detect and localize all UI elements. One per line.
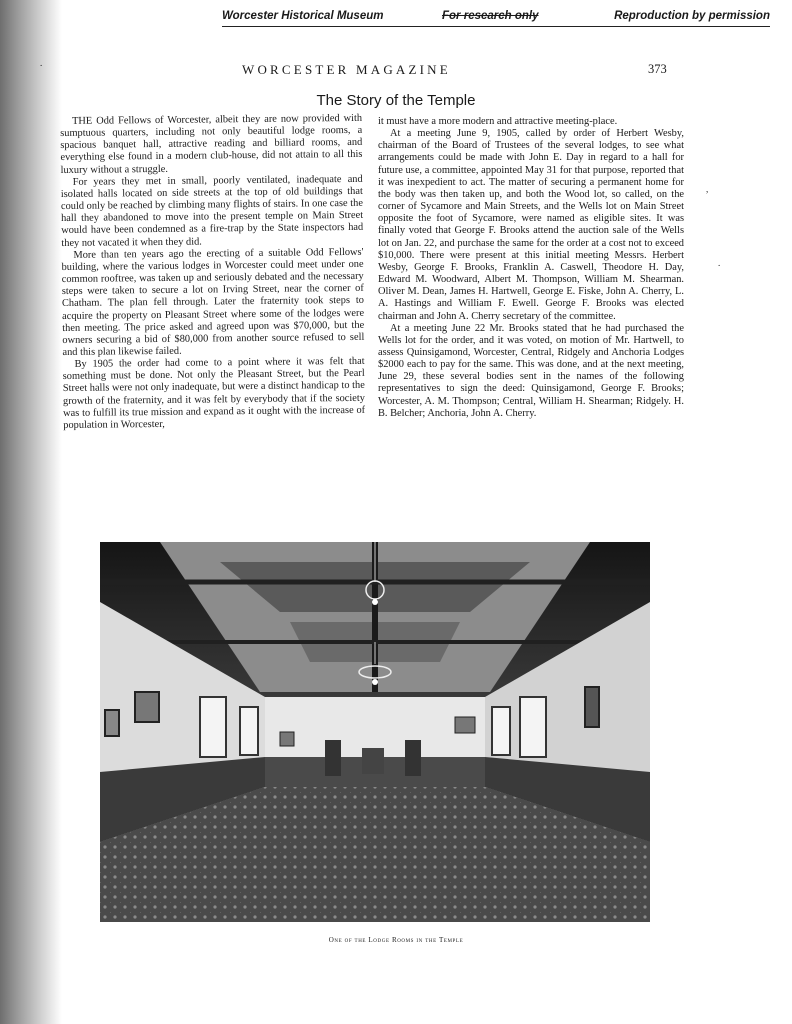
paragraph: At a meeting June 22 Mr. Brooks stated that he had purchased the Wells lot for the order, and it was voted, on motion of Mr. Hartwell, to assess Quinsigamond, Worcester, Central, Ridgely and Anchoria Lodges $2000 each to pay for the same. This was done, and at the next meeting, June 29, these several bodies sent in the names of the following representatives to sign the deed: Quinsigamond, George F. Brooks; Worcester, A. M. Thompson; Central, William H. Shearman; Ridgely. H. B. Belcher; Anchoria, John A. Cherry. <box>378 322 684 419</box>
photo-caption: One of the Lodge Rooms in the Temple <box>328 936 464 944</box>
magazine-masthead: WORCESTER MAGAZINE <box>242 62 451 77</box>
page-number: 373 <box>648 62 667 76</box>
right-column <box>378 116 684 420</box>
paragraph: By 1905 the order had come to a point where it was felt that something must be done. Not only the Pleasant Street, but the Pearl Street halls were not only inadequate, but were a distinct handicap to the growth of the fraternity, and it was felt by everybody that if the society was to fulfill its true mission and expand as it ought with the increase of population in Worcester, <box>62 355 366 431</box>
paragraph: More than ten years ago the erecting of a suitable Odd Fellows' building, where the various lodges in Worcester could meet under one common rooftree, was taken up and seriously debated and the necessary steps were taken to secure a lot on Irving Street, near the corner of Chatham. The plan fell through. Later the fraternity took steps to acquire the property on Pleasant Street where some of the lodges were then meeting. The price asked and agreed upon was $70,000, but the owners securing a bid of $80,000 from another source refused to sell and this plan likewise failed. <box>61 246 365 358</box>
paragraph: At a meeting June 9, 1905, called by order of Herbert Wesby, chairman of the Board of Trustees of the several lodges, to see what arrangements could be made with John E. Day in regard to a hall for future use, a committee, appointed May 31 for that purpose, reported that it was inexpedient to act. The matter of securing a permanent home for the body was then taken up, and both the Wood lot, so called, on the corner of Sycamore and Main Streets, and the Wells lot on Main Street opposite the foot of Sycamore, were named as eligible sites. It was finally voted that George F. Brooks attend the auction sale of the Wells lot on Jan. 22, and purchase the same for the order at a cost not to exceed $10,000. There were present at this initial meeting Messrs. Herbert Wesby, George F. Brooks, Franklin A. Caswell, Theodore H. Day, Edward M. Woodward, Albert M. Thompson, William M. Shearman. Oliver M. Dean, James H. Hartwell, George E. Fiske, John A. Cherry, L. A. Hastings and William F. Ewell. George F. Brooks was elected chairman and John A. Cherry secretary of the committee. <box>378 128 684 322</box>
banner-museum: Worcester Historical Museum <box>222 10 384 22</box>
stray-mark: . <box>718 258 721 268</box>
stray-mark: , <box>706 184 709 194</box>
paragraph: THE Odd Fellows of Worcester, albeit they are now provided with sumptuous quarters, including not only beautiful lodge rooms, a spacious banquet hall, attractive reading and billiard rooms, and everything else found in a modern club-house, did not attain to all this luxury without a struggle. <box>60 112 363 176</box>
lodge-room-illustration <box>100 542 650 922</box>
lodge-room-photo <box>100 542 650 922</box>
left-column <box>60 113 365 432</box>
banner-research: For research only <box>442 10 539 22</box>
paragraph: For years they met in small, poorly ventilated, inadequate and isolated halls located on side streets at the top of old buildings that could only be reached by climbing many flights of stairs. In one case the hall they abandoned to move into the present temple on Main Street would have been condemned as a fire-trap by the State inspectors had they not vacated it when they did. <box>60 173 364 249</box>
banner-reproduction: Reproduction by permission <box>614 10 770 22</box>
paragraph: it must have a more modern and attractive meeting-place. <box>378 116 618 127</box>
scan-edge-shadow <box>0 0 62 1024</box>
archive-banner <box>222 10 770 27</box>
stray-mark: . <box>40 58 43 68</box>
article-title: The Story of the Temple <box>316 92 476 109</box>
